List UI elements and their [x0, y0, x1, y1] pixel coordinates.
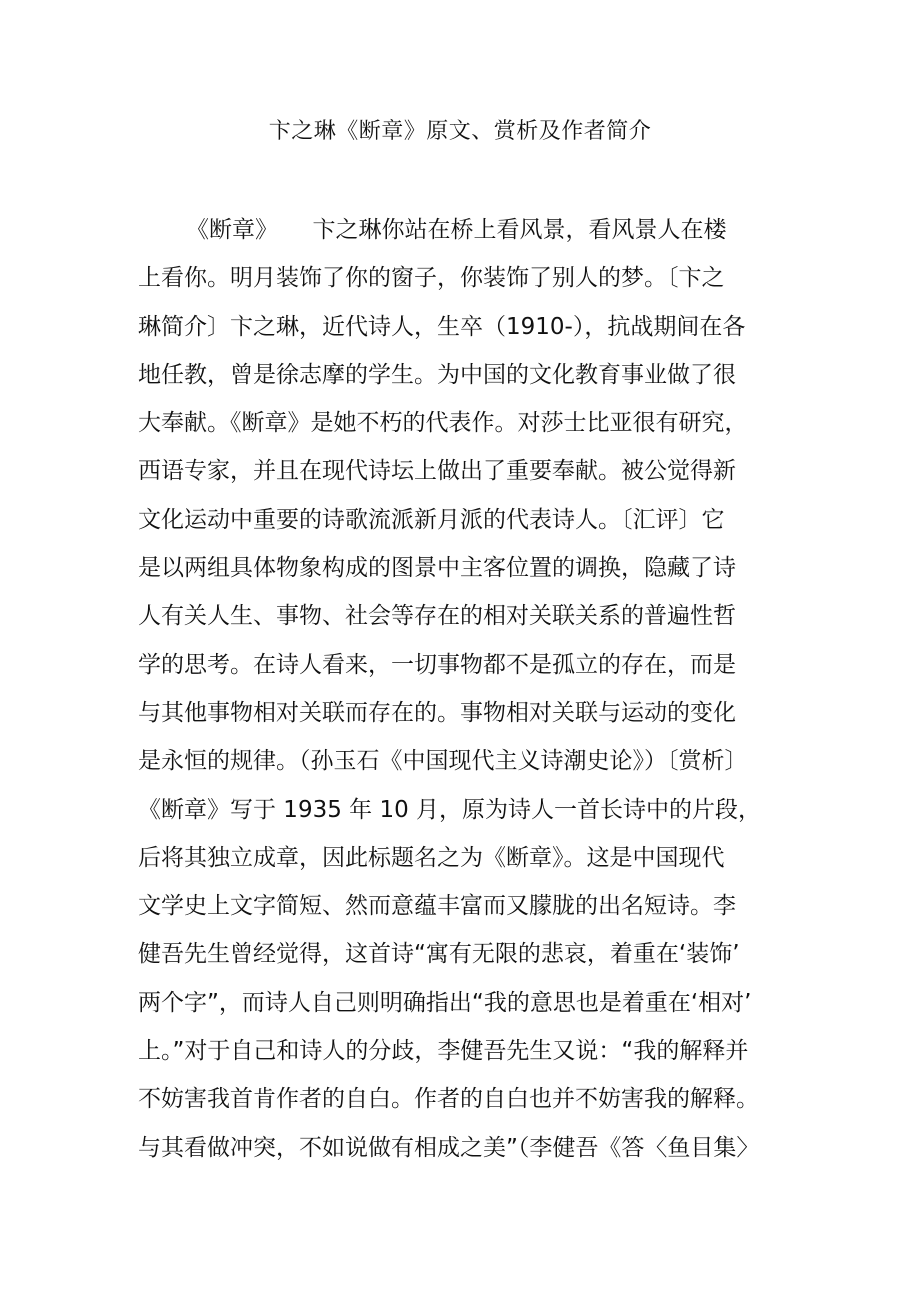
- paragraph-line: 与其他事物相对关联而存在的。事物相对关联与运动的变化: [138, 699, 736, 726]
- paragraph-line: 西语专家，并且在现代诗坛上做出了重要奉献。被公觉得新: [138, 458, 736, 485]
- paragraph-line: 上看你。明月装饰了你的窗子，你装饰了别人的梦。〔卞之: [138, 265, 725, 292]
- paragraph-line: 《断章》写于 1935 年 10 月，原为诗人一首长诗中的片段，: [138, 796, 762, 823]
- paragraph-line: 是以两组具体物象构成的图景中主客位置的调换，隐藏了诗: [138, 555, 736, 582]
- paragraph-line: 大奉献。《断章》是她不朽的代表作。对莎士比亚很有研究，: [138, 410, 748, 437]
- paragraph-line: 上。”对于自己和诗人的分歧，李健吾先生又说：“我的解释并: [138, 1038, 749, 1065]
- page-title: 卞之琳《断章》原文、赏析及作者简介: [268, 119, 652, 144]
- paragraph-line: 文化运动中重要的诗歌流派新月派的代表诗人。〔汇评〕它: [138, 506, 725, 533]
- paragraph-line: 与其看做冲突，不如说做有相成之美”（李健吾《答〈鱼目集〉: [138, 1134, 760, 1161]
- paragraph-line: 琳简介〕卞之琳，近代诗人，生卒（1910-），抗战期间在各: [138, 313, 746, 340]
- paragraph-line: 健吾先生曾经觉得，这首诗“寓有无限的悲哀，着重在‘装饰’: [138, 941, 740, 968]
- paragraph-line: 两个字”，而诗人自己则明确指出“我的意思也是着重在‘相对’: [138, 989, 752, 1016]
- paragraph-line: 是永恒的规律。（孙玉石《中国现代主义诗潮史论》）〔赏析〕: [138, 748, 748, 775]
- paragraph-line: 后将其独立成章，因此标题名之为《断章》。这是中国现代: [138, 844, 725, 871]
- paragraph-line: 不妨害我首肯作者的自白。作者的自白也并不妨害我的解释。: [138, 1086, 759, 1113]
- paragraph-line: 文学史上文字简短、然而意蕴丰富而又朦胧的出名短诗。李: [138, 893, 736, 920]
- paragraph-line: 地任教，曾是徐志摩的学生。为中国的文化教育事业做了很: [138, 361, 736, 388]
- paragraph-line: 学的思考。在诗人看来，一切事物都不是孤立的存在，而是: [138, 651, 736, 678]
- paragraph-line: 人有关人生、事物、社会等存在的相对关联关系的普遍性哲: [138, 603, 736, 630]
- paragraph-line: 《断章》 卞之琳你站在桥上看风景，看风景人在楼: [186, 217, 727, 243]
- article-body: [138, 206, 798, 1172]
